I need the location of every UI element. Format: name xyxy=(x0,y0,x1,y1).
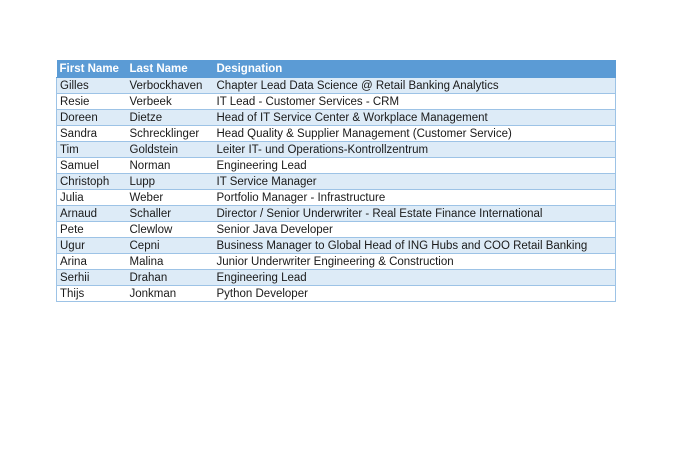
designation-cell[interactable]: Junior Underwriter Engineering & Construction xyxy=(214,254,616,270)
first-name-cell[interactable]: Doreen xyxy=(57,110,127,126)
table-row xyxy=(57,238,616,254)
table-row xyxy=(57,222,616,238)
last-name-cell[interactable]: Jonkman xyxy=(127,286,214,302)
table-row xyxy=(57,158,616,174)
first-name-cell[interactable]: Pete xyxy=(57,222,127,238)
last-name-cell[interactable]: Schrecklinger xyxy=(127,126,214,142)
last-name-cell[interactable]: Weber xyxy=(127,190,214,206)
designation-cell[interactable]: IT Lead - Customer Services - CRM xyxy=(214,94,616,110)
first-name-cell[interactable]: Thijs xyxy=(57,286,127,302)
designation-cell[interactable]: Business Manager to Global Head of ING Hubs and COO Retail Banking xyxy=(214,238,616,254)
employee-table xyxy=(56,60,616,302)
first-name-cell[interactable]: Arina xyxy=(57,254,127,270)
table-row xyxy=(57,126,616,142)
first-name-cell[interactable]: Gilles xyxy=(57,78,127,94)
last-name-cell[interactable]: Verbeek xyxy=(127,94,214,110)
table-body xyxy=(57,78,616,302)
last-name-cell[interactable]: Dietze xyxy=(127,110,214,126)
last-name-cell[interactable]: Norman xyxy=(127,158,214,174)
designation-cell[interactable]: Python Developer xyxy=(214,286,616,302)
table-row xyxy=(57,190,616,206)
designation-cell[interactable]: IT Service Manager xyxy=(214,174,616,190)
designation-cell[interactable]: Head Quality & Supplier Management (Customer Service) xyxy=(214,126,616,142)
column-header-designation[interactable]: Designation xyxy=(214,61,616,78)
table-row xyxy=(57,142,616,158)
table-row xyxy=(57,206,616,222)
designation-cell[interactable]: Senior Java Developer xyxy=(214,222,616,238)
designation-cell[interactable]: Chapter Lead Data Science @ Retail Banking Analytics xyxy=(214,78,616,94)
first-name-cell[interactable]: Christoph xyxy=(57,174,127,190)
first-name-cell[interactable]: Serhii xyxy=(57,270,127,286)
designation-cell[interactable]: Engineering Lead xyxy=(214,158,616,174)
last-name-cell[interactable]: Drahan xyxy=(127,270,214,286)
first-name-cell[interactable]: Sandra xyxy=(57,126,127,142)
column-header-first-name[interactable]: First Name xyxy=(57,61,127,78)
table-row xyxy=(57,110,616,126)
last-name-cell[interactable]: Goldstein xyxy=(127,142,214,158)
designation-cell[interactable]: Director / Senior Underwriter - Real Estate Finance International xyxy=(214,206,616,222)
first-name-cell[interactable]: Arnaud xyxy=(57,206,127,222)
table-row xyxy=(57,254,616,270)
last-name-cell[interactable]: Lupp xyxy=(127,174,214,190)
last-name-cell[interactable]: Malina xyxy=(127,254,214,270)
designation-cell[interactable]: Head of IT Service Center & Workplace Management xyxy=(214,110,616,126)
table-row xyxy=(57,286,616,302)
last-name-cell[interactable]: Verbockhaven xyxy=(127,78,214,94)
table-row xyxy=(57,94,616,110)
table-row xyxy=(57,78,616,94)
table-row xyxy=(57,174,616,190)
last-name-cell[interactable]: Schaller xyxy=(127,206,214,222)
table-row xyxy=(57,270,616,286)
first-name-cell[interactable]: Ugur xyxy=(57,238,127,254)
column-header-last-name[interactable]: Last Name xyxy=(127,61,214,78)
header-row xyxy=(57,61,616,78)
designation-cell[interactable]: Leiter IT- und Operations-Kontrollzentrum xyxy=(214,142,616,158)
designation-cell[interactable]: Engineering Lead xyxy=(214,270,616,286)
first-name-cell[interactable]: Julia xyxy=(57,190,127,206)
first-name-cell[interactable]: Samuel xyxy=(57,158,127,174)
designation-cell[interactable]: Portfolio Manager - Infrastructure xyxy=(214,190,616,206)
last-name-cell[interactable]: Clewlow xyxy=(127,222,214,238)
first-name-cell[interactable]: Tim xyxy=(57,142,127,158)
last-name-cell[interactable]: Cepni xyxy=(127,238,214,254)
first-name-cell[interactable]: Resie xyxy=(57,94,127,110)
